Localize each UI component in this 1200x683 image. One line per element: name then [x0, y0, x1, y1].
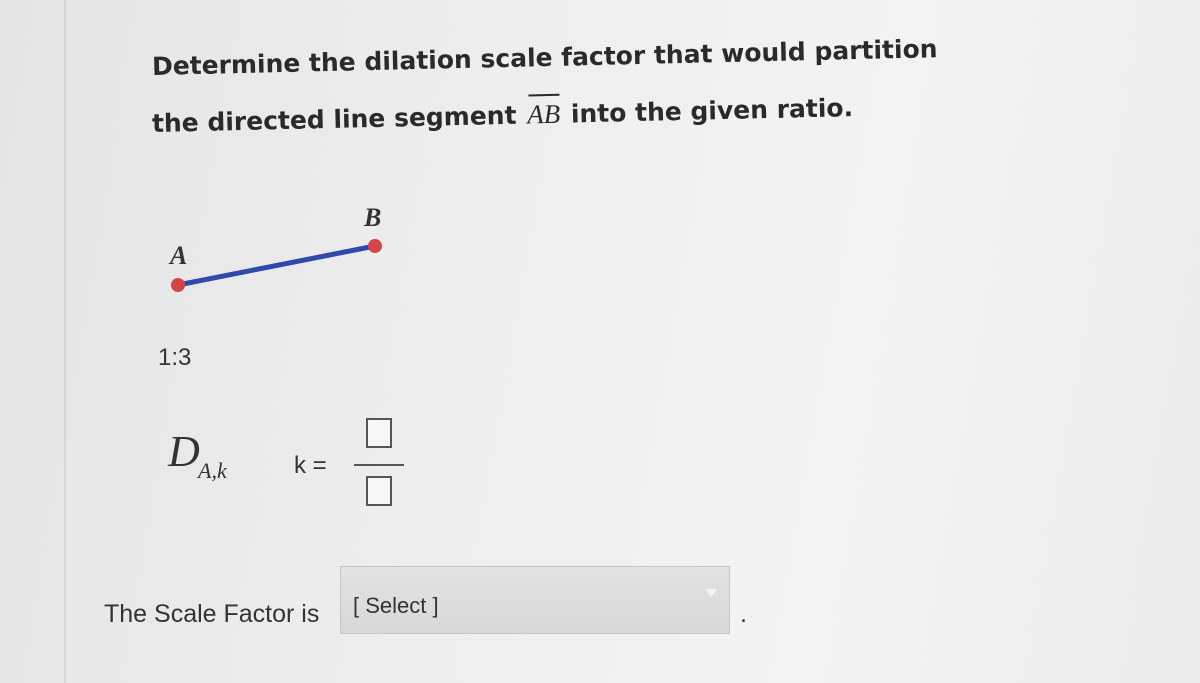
chevron-down-icon	[705, 589, 717, 597]
segment-name: AB	[525, 99, 563, 131]
question-text-after: into the given ratio.	[561, 93, 854, 129]
dilation-subscript: A,k	[198, 458, 227, 483]
dilation-expression	[168, 418, 428, 528]
dilation-symbol: D	[168, 427, 200, 476]
select-value: [ Select ]	[353, 593, 439, 618]
answer-label: The Scale Factor is	[104, 600, 320, 628]
point-b-label: B	[364, 203, 382, 232]
page-border	[64, 0, 66, 683]
question-line-1: Determine the dilation scale factor that would partition	[151, 34, 938, 81]
point-b	[368, 239, 382, 253]
denominator-input-box[interactable]	[366, 476, 392, 506]
question-text-before: the directed line segment	[151, 100, 526, 138]
fraction-bar	[354, 464, 404, 466]
point-a-label: A	[170, 241, 188, 270]
ratio-label: 1:3	[158, 344, 192, 371]
sentence-period: .	[740, 600, 747, 628]
point-a	[171, 278, 185, 292]
segment-ab	[178, 246, 375, 285]
scale-factor-select[interactable]	[340, 566, 730, 634]
k-equals-label: k =	[294, 452, 327, 479]
question-line-2	[152, 92, 854, 139]
numerator-input-box[interactable]	[366, 418, 392, 448]
segment-diagram	[150, 190, 410, 310]
